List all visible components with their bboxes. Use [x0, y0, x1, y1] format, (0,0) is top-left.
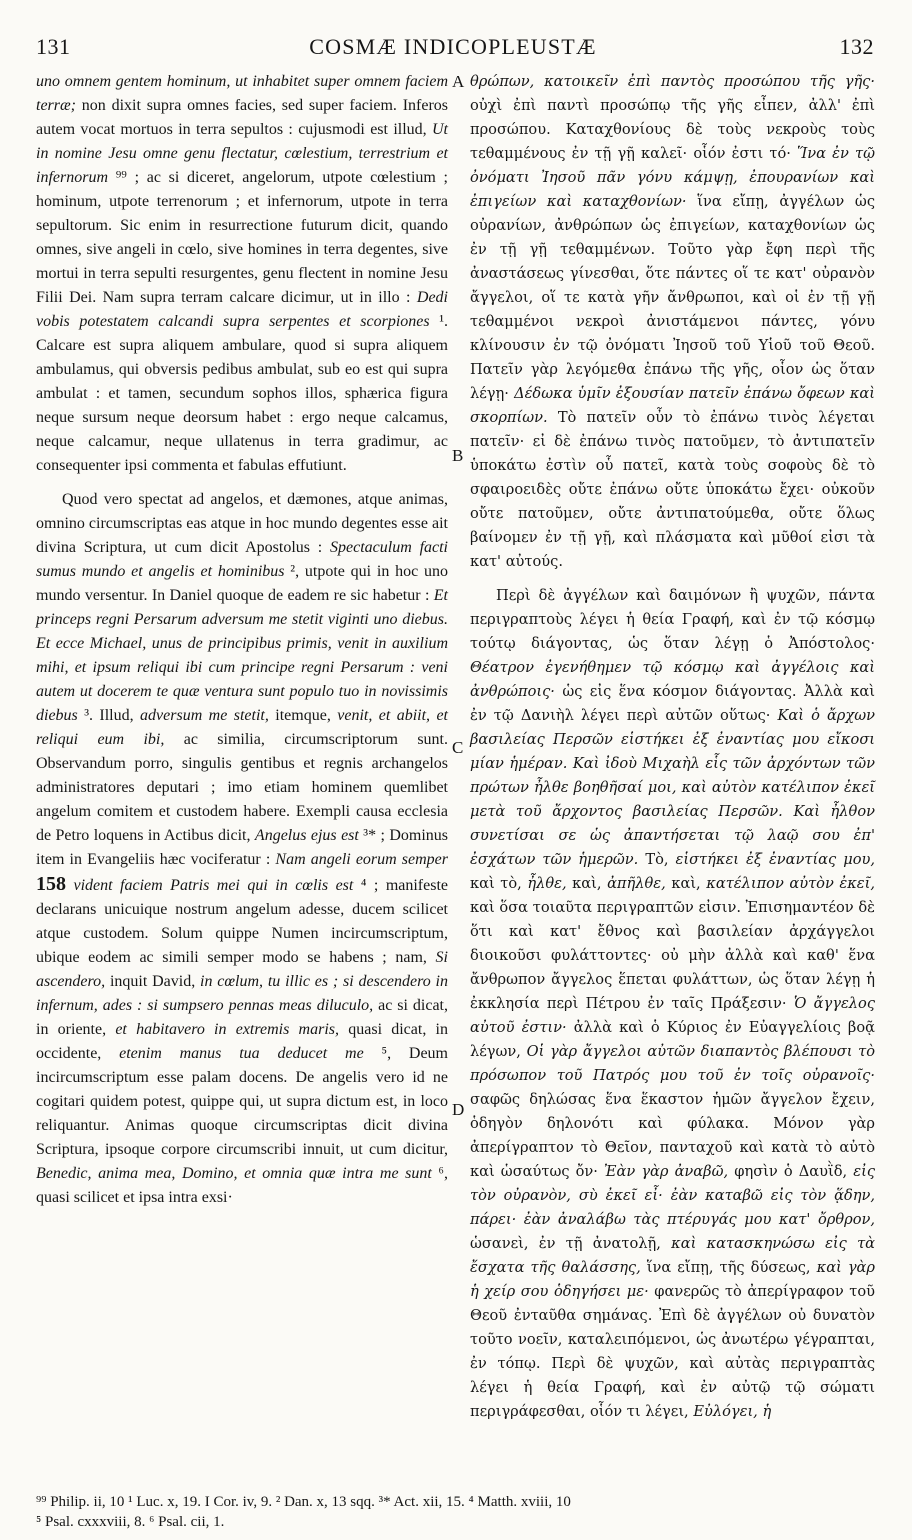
greek-paragraph-2: [470, 584, 875, 1424]
latin-quote: vident faciem Patris mei qui in cœlis est: [73, 877, 354, 894]
latin-text: ⁴ ; manifeste declarans unicuique nostrum angelum adesse, ducem scilicet atque custodem. Solum quippe Numen incircumscriptum, ubique eodem ac simili semper modo se habens ; nam,: [36, 877, 449, 966]
greek-quote: καὶ κατασκηνώσω εἰς τὰ ἔσχατα τῆς θαλάσσης,: [470, 1235, 876, 1276]
latin-text: ⁵, Deum incircumscriptum esse palam docens. De angelis vero id ne cogitari quidem potest, quippe qui, ut supra dictum est, in loco reliquantur. Animas quoque circumscriptas dicit divina Scriptura, ipsoque corpore circumscribi innuit, ut cum dicitur,: [36, 1045, 449, 1158]
greek-quote: εἱστήκει ἐξ ἐναντίας μου,: [675, 851, 876, 868]
latin-quote: Si ascendero,: [36, 949, 448, 990]
latin-text: inquit David,: [105, 973, 201, 990]
latin-text: Quod vero spectat ad angelos, et dæmones, atque animas, omnino circumscriptas eas atque in hoc mundo degentes esse ait divina Scriptura, ut cum dicit Apostolus :: [36, 491, 448, 556]
greek-paragraph-1: [470, 70, 875, 574]
margin-marker-d: D: [452, 1100, 465, 1119]
latin-quote: Nam angeli eorum semper: [275, 851, 449, 868]
latin-paragraph-1: [36, 70, 448, 478]
latin-quote: uno omnem gentem hominum, ut inhabitet super omnem faciem terræ;: [36, 73, 448, 114]
greek-quote: Ὁ ἄγγελος αὐτοῦ ἐστιν·: [470, 995, 875, 1036]
latin-text: ac si dicat, in oriente,: [36, 997, 448, 1038]
greek-quote: Δέδωκα ὑμῖν ἐξουσίαν πατεῖν ἐπάνω ὄφεων καὶ σκορπίων.: [470, 385, 876, 426]
latin-quote: venit, et abiit, et reliqui eum ibi,: [36, 707, 448, 748]
latin-text: ac similia, circumscriptorum sunt. Observandum porro, singulis gentibus et regnis archangelos administratores deputari ; imo etiam hominem quemlibet angelum comitem et custodem habere. Exempli causa ecclesia de Petro loquens in Actibus dicit,: [36, 731, 448, 844]
latin-quote: etenim manus tua deducet me: [119, 1045, 364, 1062]
greek-quote: Ἐὰν γὰρ ἀναβῶ,: [604, 1163, 729, 1180]
latin-quote: Angelus ejus est: [254, 827, 359, 844]
latin-text: ⁹⁹ ; ac si diceret, angelorum, utpote cœlestium ; hominum, utpote terrenorum ; et infernorum, utpote in terra sepultorum. Sic enim in resurrectione futurum dicit, quando omnes, sive angeli in cœlo, sive homines in terra degentes, sive mortui in terra sepulti resurgentes, genu flectent in nomine Jesu Filii Dei. Nam supra terram calcare dicimur, ut in illo :: [36, 169, 448, 306]
latin-quote: Ut in nomine Jesu omne genu flectatur, cœlestium, terrestrium et infernorum: [36, 121, 448, 186]
greek-text: ἵνα εἴπῃ, ἀγγέλων ὡς οὐρανίων, ἀνθρώπων ὡς ἐπιγείων, καταχθονίων ὡς ἐν τῇ γῇ τεθαμμένων. Τοῦτο γὰρ ἔφη περὶ τῆς ἀναστάσεως γίνεσθαι, ὅτε πάντες οἵ τε κατ' οὐρανὸν ἄγγελοι, οἵ τε κατὰ γῆν ἄνθρωποι, καὶ οἱ ἐν τῇ γῇ τεθαμμένοι νεκροὶ ἀνιστάμενοι πάντες, γόνυ κλίνουσιν ἐν τῷ ὀνόματι Ἰησοῦ τοῦ Υἱοῦ τοῦ Θεοῦ. Πατεῖν γὰρ λεγόμεθα ἐπάνω τῆς γῆς, οἷον ὡς ὅταν λέγῃ·: [470, 193, 875, 402]
latin-text: quasi dicat, in occidente,: [36, 1021, 449, 1062]
latin-text: ³* ; Dominus item in Evangeliis hæc vociferatur :: [36, 827, 449, 868]
latin-text: ¹. Calcare est supra aliquem ambulare, quod si supra aliquem ambulamus, qui obversis pedibus ambulat, sub eo est qui supra ambulat : et tamen, secundum sophos illos, sphærica figura neque sursum neque deorsum habet : ergo neque calcamus, neque calcamur, neque ullatenus in terra gradimur, ac consequenter ipsi commenta et fabulas effutiunt.: [36, 313, 448, 474]
margin-marker-a: A: [452, 72, 465, 91]
greek-quote: Εὐλόγει, ἡ: [693, 1403, 772, 1420]
greek-quote: καὶ γὰρ ἡ χείρ σου ὁδηγήσει με·: [470, 1259, 875, 1300]
latin-column: [36, 70, 448, 1210]
greek-text: ὡς εἰς ἕνα κόσμον διάγοντας. Ἀλλὰ καὶ ἐν τῷ Δανιὴλ λέγει περὶ αὐτῶν οὕτως·: [470, 683, 875, 724]
greek-quote: Καὶ ὁ ἄρχων βασιλείας Περσῶν εἱστήκει ἐξ ἐναντίας μου εἴκοσι μίαν ἡμέραν. Καὶ ἰδοὺ Μιχαὴλ εἷς τῶν ἀρχόντων τῶν πρώτων ἦλθε βοηθῆσαί μοι, καὶ αὐτὸν κατέλιπον ἐκεῖ μετὰ τοῦ ἄρχοντος βασιλείας Περσῶν. Καὶ ἦλθον συνετίσαι σε ὡς ἀπαντήσεται τῷ λαῷ σου ἐπ' ἐσχάτων τῶν ἡμερῶν.: [470, 707, 875, 868]
latin-quote: et habitavero in extremis maris,: [115, 1021, 340, 1038]
greek-text: καὶ ὅσα τοιαῦτα περιγραπτῶν εἰσιν. Ἐπισημαντέον δὲ ὅτι καὶ κατ' ἔθνος καὶ βασιλείαν ἀρχάγγελοι διοικοῦσι φυλάττοντες· οὐ μὴν ἀλλὰ καὶ καθ' ἕνα ἄνθρωπον ἄγγελος ἕπεται φυλάττων, ὡς ὅταν λέγῃ ἡ ἐκκλησία περὶ Πέτρου ἐν ταῖς Πράξεσιν·: [470, 899, 875, 1012]
greek-column: [470, 70, 875, 1424]
greek-text: οὐχὶ ἐπὶ παντὶ προσώπῳ τῆς γῆς εἶπεν, ἀλλ' ἐπὶ προσώπου. Καταχθονίους δὲ τοὺς νεκροὺς τοὺς τεθαμμένους ἐν τῇ γῇ καλεῖ· οἷόν ἐστι τό·: [470, 97, 875, 162]
greek-quote: θρώπων, κατοικεῖν ἐπὶ παντὸς προσώπου τῆς γῆς·: [470, 73, 875, 90]
greek-text: σαφῶς δηλώσας ἕνα ἕκαστον ἡμῶν ἄγγελον ἔχειν, ὁδηγὸν δηλονότι καὶ φύλακα. Μόνον γὰρ ἀπερίγραπτον τὸ Θεῖον, πανταχοῦ καὶ κατὰ τὸ αὐτὸ καὶ ὡσαύτως ὄν·: [470, 1091, 875, 1180]
page-header: [32, 28, 874, 62]
greek-text: Περὶ δὲ ἀγγέλων καὶ δαιμόνων ἢ ψυχῶν, πάντα περιγραπτοὺς λέγει ἡ θεία Γραφή, καὶ ἐν τῷ κόσμῳ τούτῳ διάγοντας, ὡς ὅταν λέγῃ ὁ Ἀπόστολος·: [470, 587, 875, 652]
latin-quote: in cœlum, tu illic es ; si descendero in infernum, ades : si sumpsero pennas meas diluculo,: [36, 973, 448, 1014]
greek-quote: Θέατρον ἐγενήθημεν τῷ κόσμῳ καὶ ἀγγέλοις καὶ ἀνθρώποις·: [470, 659, 875, 700]
greek-text: ἵνα εἴπῃ, τῆς δύσεως,: [640, 1259, 817, 1276]
greek-quote: ἀπῆλθε,: [607, 875, 666, 892]
greek-quote: κατέλιπον αὐτὸν ἐκεῖ,: [706, 875, 876, 892]
greek-text: φανερῶς τὸ ἀπερίγραφον τοῦ Θεοῦ ἐνταῦθα σημάνας. Ἐπὶ δὲ ἀγγέλων οὐ δυνατὸν τοῦτο νοεῖν, καταλειπόμενοι, ὡς ἀνωτέρω γέγραπται, ἐν τόπῳ. Περὶ δὲ ψυχῶν, καὶ αὐτὰς περιγραπτὰς λέγει ἡ θεία Γραφή, καὶ ἐν αὐτῷ τῷ σώματι περιγράφεσθαι, οἷόν τι λέγει,: [470, 1283, 875, 1420]
latin-text: itemque,: [268, 707, 338, 724]
column-number-marker: 158: [36, 873, 66, 895]
greek-text: καὶ,: [566, 875, 608, 892]
latin-quote: Dedi vobis potestatem calcandi supra serpentes et scorpiones: [36, 289, 448, 330]
greek-text: ὡσανεὶ, ἐν τῇ ἀνατολῇ,: [470, 1235, 672, 1252]
greek-quote: Ἵνα ἐν τῷ ὀνόματι Ἰησοῦ πᾶν γόνυ κάμψῃ, ἐπουρανίων καὶ ἐπιγείων καὶ καταχθονίων·: [470, 145, 875, 210]
page-number-left: 131: [36, 34, 71, 59]
greek-text: ἀλλὰ καὶ ὁ Κύριος ἐν Εὐαγγελίοις βοᾷ λέγων,: [470, 1019, 875, 1060]
footnotes: [36, 1492, 876, 1532]
greek-quote: εἰς τὸν οὐρανὸν, σὺ ἐκεῖ εἶ· ἐὰν καταβῶ εἰς τὸν ᾅδην, πάρει· ἐὰν ἀναλάβω τὰς πτέρυγάς μου κατ' ὄρθρον,: [470, 1163, 875, 1228]
latin-paragraph-2: [36, 488, 448, 1210]
margin-marker-c: C: [452, 738, 464, 757]
greek-text: Τὸ,: [638, 851, 676, 868]
running-title: COSMÆ INDICOPLEUSTÆ: [309, 34, 597, 59]
latin-quote: Spectaculum facti sumus mundo et angelis et hominibus: [36, 539, 449, 580]
page-number-right: 132: [839, 34, 874, 59]
greek-text: φησὶν ὁ Δαυῒδ,: [728, 1163, 854, 1180]
greek-quote: ἦλθε,: [527, 875, 567, 892]
footnote-line-1: ⁹⁹ Philip. ii, 10 ¹ Luc. x, 19. I Cor. iv, 9. ² Dan. x, 13 sqq. ³* Act. xii, 15. ⁴ Matth. xviii, 10: [36, 1494, 571, 1510]
latin-text: non dixit supra omnes facies, sed super faciem. Inferos autem vocat mortuos in terra sepultos : cujusmodi est illud,: [36, 97, 448, 138]
greek-text: καὶ τὸ,: [470, 875, 528, 892]
latin-quote: Et princeps regni Persarum adversum me stetit viginti uno diebus. Et ecce Michael, unus de principibus primis, venit in auxilium mihi, et ipsum reliqui ibi cum principe regni Persarum : veni autem ut docerem te quæ ventura sunt populo tuo in novissimis diebus: [36, 587, 448, 724]
latin-quote: Benedic, anima mea, Domino, et omnia quæ intra me sunt: [36, 1165, 432, 1182]
latin-text: ³. Illud,: [77, 707, 141, 724]
latin-text: ⁶, quasi scilicet et ipsa intra exsi·: [36, 1165, 448, 1206]
greek-text: καὶ,: [665, 875, 707, 892]
greek-text: Τὸ πατεῖν οὖν τὸ ἐπάνω τινὸς λέγεται πατεῖν· εἰ δὲ ἐπάνω τινὸς πατοῦμεν, τὸ ἀντιπατεῖν ὑποκάτω ἐστὶν οὗ πατεῖ, κατὰ τοὺς σοφοὺς δὲ τὸ σφαιροειδὲς οὔτε ἐπάνω οὔτε ὑποκάτω ἔχει· οὐκοῦν οὔτε πατοῦμεν, οὔτε ἀντιπατούμεθα, οὔτε ὅλως βαίνομεν ἐν τῇ γῇ, καὶ πλάσματα καὶ μῦθοί εἰσι τὰ κατ' αὐτούς.: [470, 409, 875, 570]
latin-quote: adversum me stetit,: [140, 707, 269, 724]
margin-marker-b: B: [452, 446, 464, 465]
latin-text: ², utpote qui in hoc uno mundo versentur. In Daniel quoque de eadem re sic habetur :: [36, 563, 449, 604]
greek-quote: Οἱ γὰρ ἄγγελοι αὐτῶν διαπαντὸς βλέπουσι τὸ πρόσωπον τοῦ Πατρός μου τοῦ ἐν τοῖς οὐρανοῖς·: [470, 1043, 875, 1084]
footnote-line-2: ⁵ Psal. cxxxviii, 8. ⁶ Psal. cii, 1.: [36, 1514, 225, 1530]
